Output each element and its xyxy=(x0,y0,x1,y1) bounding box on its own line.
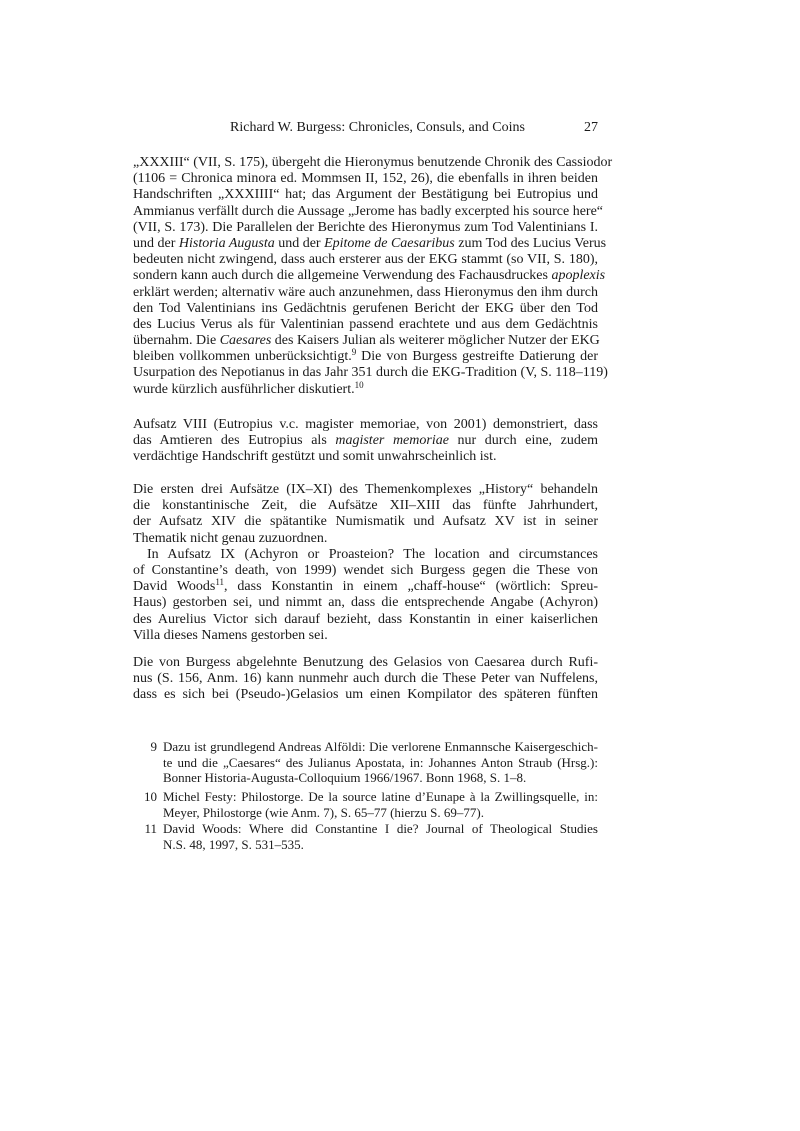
footnote-number: 10 xyxy=(144,789,157,804)
italic-text: magister memoriae xyxy=(335,433,449,449)
text-line: den Tod Valentinians ins Gedächtnis gerufenen Bericht der EKG über den Tod xyxy=(133,300,598,316)
italic-text: apoplexis xyxy=(551,268,606,284)
text-line: und der Historia Augusta und der Epitome de Caesaribus zum Tod des Lucius Verus xyxy=(133,235,607,251)
text-line: der Aufsatz XIV die spätantike Numismatik und Aufsatz XV ist in seiner xyxy=(133,514,598,530)
paragraph xyxy=(133,417,598,466)
text-line: das Amtieren des Eutropius als magister memoriae nur durch eine, zudem xyxy=(133,433,598,449)
page-number: 27 xyxy=(584,120,598,135)
text-line: bleiben vollkommen unberücksichtigt.$^9$ Die von Burgess gestreifte Datierung der xyxy=(133,347,598,365)
paragraph xyxy=(133,547,598,644)
text-line: dass es sich bei (Pseudo-)Gelasios um einen Kompilator des späteren fünften xyxy=(133,687,598,703)
footnote xyxy=(133,789,598,820)
footnote-number: 9 xyxy=(150,739,157,754)
text-line: Bonner Historia-Augusta-Colloquium 1966/1967. Bonn 1968, S. 1–8. xyxy=(163,770,527,785)
text-line: sondern kann auch durch die allgemeine Verwendung des Fachausdruckes apoplexis xyxy=(133,268,606,284)
text-line: übernahm. Die Caesares des Kaisers Julian als weiterer möglicher Nutzer der EKG xyxy=(133,333,600,349)
text-line: David Woods: Where did Constantine I die? Journal of Theological Studies xyxy=(163,821,598,836)
text-line: Aufsatz VIII (Eutropius v.c. magister memoriae, von 2001) demonstriert, dass xyxy=(133,417,598,432)
text-line: Usurpation des Nepotianus in das Jahr 351 durch die EKG-Tradition (V, S. 118–119) xyxy=(133,365,608,381)
footnote xyxy=(133,739,598,786)
text-line: bedeuten nicht zwingend, dass auch ersterer aus der EKG stammt (so VII, S. 180), xyxy=(133,252,598,268)
text-line: Ammianus verfällt durch die Aussage „Jerome has badly excerpted his source here“ xyxy=(133,203,603,219)
text-line: David Woods$^{11}$, dass Konstantin in einem „chaff-house“ (wörtlich: Spreu- xyxy=(133,577,598,595)
text-line: des Aurelius Victor sich darauf bezieht, dass Konstantin in einer kaiserlichen xyxy=(133,611,598,627)
text-line: Villa dieses Namens gestorben sei. xyxy=(133,627,328,643)
text-line: Die ersten drei Aufsätze (IX–XI) des Themenkomplexes „History“ behandeln xyxy=(133,482,598,497)
text-line: die konstantinische Zeit, die Aufsätze XII–XIII das fünfte Jahrhundert, xyxy=(133,498,598,514)
paragraph xyxy=(133,155,613,398)
body-block xyxy=(133,655,598,704)
footnote-text xyxy=(163,789,598,820)
text-line: of Constantine’s death, von 1999) wendet sich Burgess gegen die These von xyxy=(133,562,598,578)
footnote xyxy=(133,821,598,852)
italic-text: Epitome de Caesaribus xyxy=(324,235,455,251)
text-line: Die von Burgess abgelehnte Benutzung des Gelasios von Caesarea durch Rufi- xyxy=(133,655,598,670)
footnote-text xyxy=(163,821,598,852)
italic-text: Caesares xyxy=(219,333,272,349)
footnote-ref[interactable]: 11 xyxy=(215,577,225,588)
text-line: In Aufsatz IX (Achyron or Proasteion? The location and circumstances xyxy=(147,546,598,562)
text-line: Thematik nicht genau zuzuordnen. xyxy=(133,530,328,546)
text-line: Handschriften „XXXIIII“ hat; das Argument der Bestätigung bei Eutropius und xyxy=(133,187,598,203)
text-line: Dazu ist grundlegend Andreas Alföldi: Die verlorene Enmannsche Kaisergeschich- xyxy=(163,739,598,754)
paragraph xyxy=(133,655,598,704)
text-line: (1106 = Chronica minora ed. Mommsen II, 152, 26), die ebenfalls in ihren beiden xyxy=(133,171,598,187)
text-line: Michel Festy: Philostorge. De la source latine d’Eunape à la Zwillingsquelle, in: xyxy=(163,789,598,804)
text-line: te und die „Caesares“ des Julianus Apostata, in: Johannes Anton Straub (Hrsg.): xyxy=(163,754,598,770)
footnote-ref[interactable]: 9 xyxy=(351,347,357,358)
text-line: N.S. 48, 1997, S. 531–535. xyxy=(163,836,304,852)
text-line: nus (S. 156, Anm. 16) kann nunmehr auch durch die These Peter van Nuffelens, xyxy=(133,671,598,687)
running-title: Richard W. Burgess: Chronicles, Consuls, and Coins xyxy=(230,120,525,135)
footnote-ref[interactable]: 10 xyxy=(354,379,364,390)
body-block xyxy=(133,482,598,644)
text-line: erklärt werden; alternativ wäre auch anzunehmen, dass Hieronymus den ihm durch xyxy=(133,284,598,300)
text-line: Haus) gestorben sei, und nimmt an, dass die entsprechende Angabe (Achyron) xyxy=(133,595,598,611)
text-line: verdächtige Handschrift gestützt und somit unwahrscheinlich ist. xyxy=(133,449,497,465)
text-line: des Lucius Verus als für Valentinian passend erachtete und aus dem Gedächtnis xyxy=(133,316,598,332)
footnote-text xyxy=(163,739,598,786)
body-block xyxy=(133,417,598,466)
text-line: wurde kürzlich ausführlicher diskutiert.$^{10}$ xyxy=(133,379,364,397)
text-line: „XXXIII“ (VII, S. 175), übergeht die Hieronymus benutzende Chronik des Cassiodor xyxy=(133,155,613,170)
paragraph xyxy=(133,482,598,547)
text-line: (VII, S. 173). Die Parallelen der Berichte des Hieronymus zum Tod Valentinians I. xyxy=(133,219,598,235)
body-block xyxy=(133,155,613,398)
footnote-number: 11 xyxy=(144,821,157,836)
italic-text: Historia Augusta xyxy=(178,235,275,251)
text-line: Meyer, Philostorge (wie Anm. 7), S. 65–77 (hierzu S. 69–77). xyxy=(163,804,484,820)
running-header xyxy=(133,119,598,136)
